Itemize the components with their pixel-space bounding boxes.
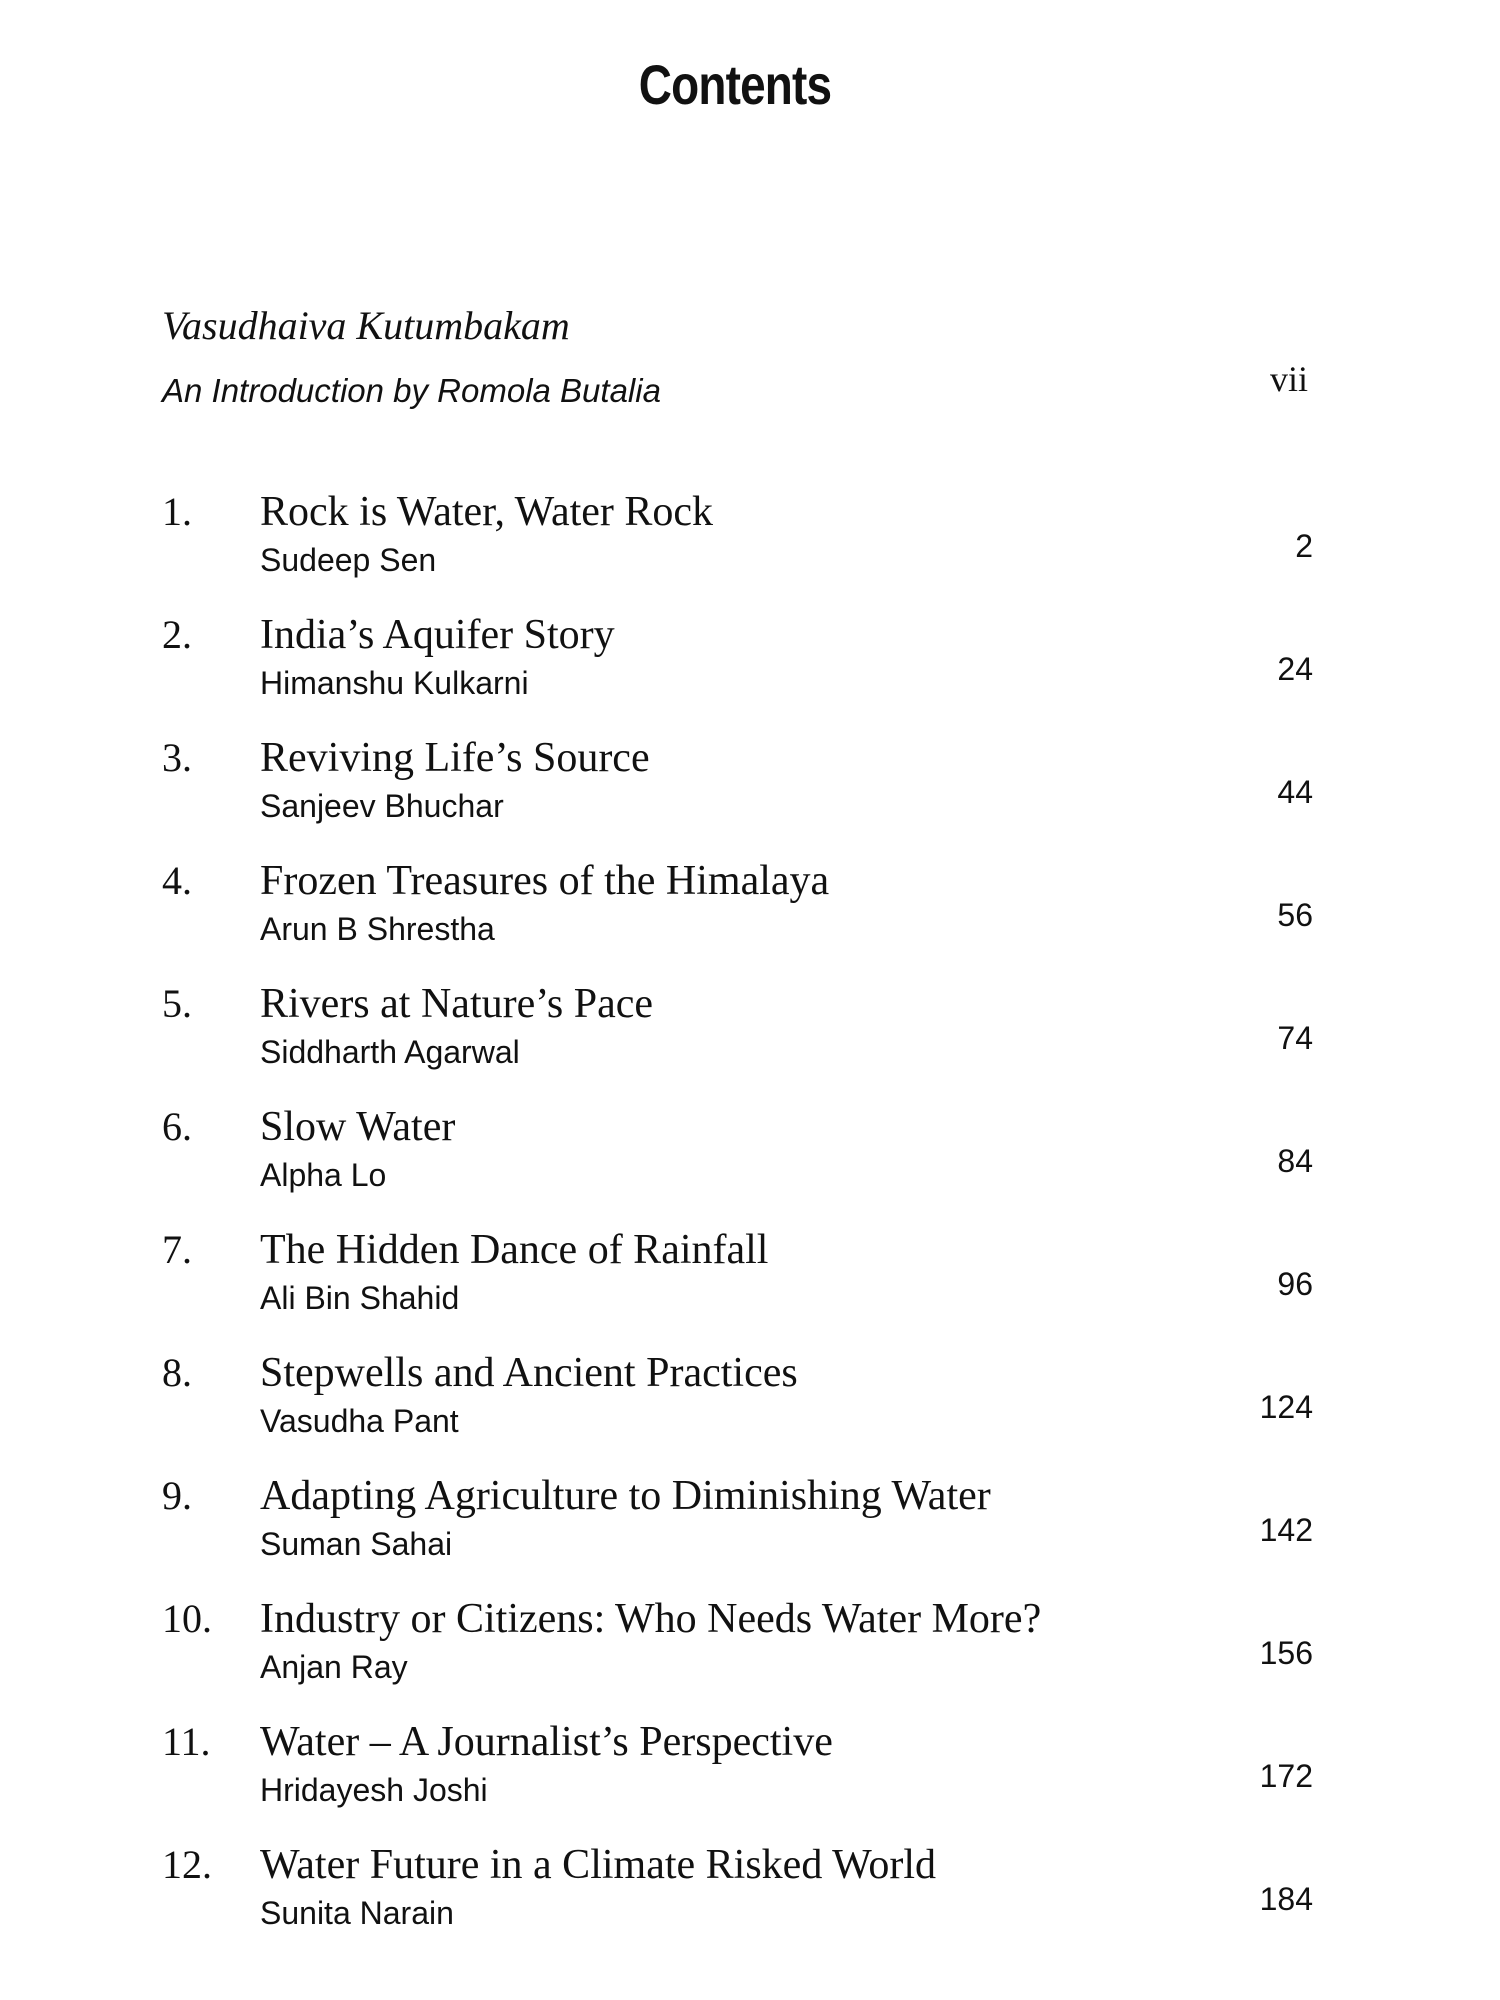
entry-number: 7. <box>162 1227 192 1272</box>
entry-author: Alpha Lo <box>260 1157 387 1193</box>
toc-entry-7 <box>0 1226 1500 1346</box>
toc-entry-12 <box>0 1841 1500 1961</box>
toc-entry-11 <box>0 1718 1500 1838</box>
entry-page-number: 44 <box>1277 774 1313 810</box>
toc-entry-10 <box>0 1595 1500 1715</box>
entry-author: Sudeep Sen <box>260 542 437 578</box>
entry-title: Rivers at Nature’s Pace <box>260 981 654 1027</box>
entry-title: Stepwells and Ancient Practices <box>260 1350 798 1396</box>
entry-number: 9. <box>162 1473 192 1518</box>
page-title: Contents <box>638 53 832 116</box>
entry-number: 6. <box>162 1104 192 1149</box>
entry-number: 12. <box>162 1842 212 1887</box>
entry-title: Industry or Citizens: Who Needs Water More? <box>260 1596 1042 1642</box>
entry-page-number: 142 <box>1259 1512 1313 1548</box>
intro-subtitle: An Introduction by Romola Butalia <box>162 372 661 409</box>
entry-title: Rock is Water, Water Rock <box>260 489 714 535</box>
entry-author: Anjan Ray <box>260 1649 408 1685</box>
entry-page-number: 156 <box>1259 1635 1313 1671</box>
entry-title: Slow Water <box>260 1104 456 1150</box>
entry-author: Hridayesh Joshi <box>260 1772 488 1808</box>
entry-number: 5. <box>162 981 192 1026</box>
entry-page-number: 2 <box>1295 528 1313 564</box>
entry-author: Himanshu Kulkarni <box>260 665 529 701</box>
entry-author: Vasudha Pant <box>260 1403 459 1439</box>
entry-title: Water – A Journalist’s Perspective <box>260 1719 833 1765</box>
entry-title: The Hidden Dance of Rainfall <box>260 1227 769 1273</box>
entry-page-number: 24 <box>1277 651 1313 687</box>
entry-author: Sunita Narain <box>260 1895 454 1931</box>
entry-title: Adapting Agriculture to Diminishing Water <box>260 1473 991 1519</box>
entry-page-number: 96 <box>1277 1266 1313 1302</box>
entry-number: 2. <box>162 612 192 657</box>
entry-page-number: 74 <box>1277 1020 1313 1056</box>
toc-entry-3 <box>0 734 1500 854</box>
entry-page-number: 184 <box>1259 1881 1313 1917</box>
toc-entry-6 <box>0 1103 1500 1223</box>
toc-entry-8 <box>0 1349 1500 1469</box>
entry-number: 4. <box>162 858 192 903</box>
entry-number: 8. <box>162 1350 192 1395</box>
entry-author: Ali Bin Shahid <box>260 1280 460 1316</box>
entry-author: Siddharth Agarwal <box>260 1034 520 1070</box>
entry-author: Suman Sahai <box>260 1526 453 1562</box>
entry-page-number: 56 <box>1277 897 1313 933</box>
entry-number: 10. <box>162 1596 212 1641</box>
entry-number: 11. <box>162 1719 211 1764</box>
toc-entry-9 <box>0 1472 1500 1592</box>
entry-page-number: 124 <box>1259 1389 1313 1425</box>
intro-title: Vasudhaiva Kutumbakam <box>162 303 570 348</box>
toc-entry-4 <box>0 857 1500 977</box>
entry-page-number: 172 <box>1259 1758 1313 1794</box>
entry-author: Arun B Shrestha <box>260 911 495 947</box>
intro-page-number: vii <box>1269 359 1308 399</box>
entry-title: Frozen Treasures of the Himalaya <box>260 858 830 904</box>
entry-number: 3. <box>162 735 192 780</box>
entry-title: Reviving Life’s Source <box>260 735 650 781</box>
toc-entry-5 <box>0 980 1500 1100</box>
entry-page-number: 84 <box>1277 1143 1313 1179</box>
entry-number: 1. <box>162 489 192 534</box>
entry-author: Sanjeev Bhuchar <box>260 788 504 824</box>
toc-entry-2 <box>0 611 1500 731</box>
toc-entry-1 <box>0 488 1500 608</box>
entry-title: India’s Aquifer Story <box>260 612 615 658</box>
entry-title: Water Future in a Climate Risked World <box>260 1842 936 1888</box>
